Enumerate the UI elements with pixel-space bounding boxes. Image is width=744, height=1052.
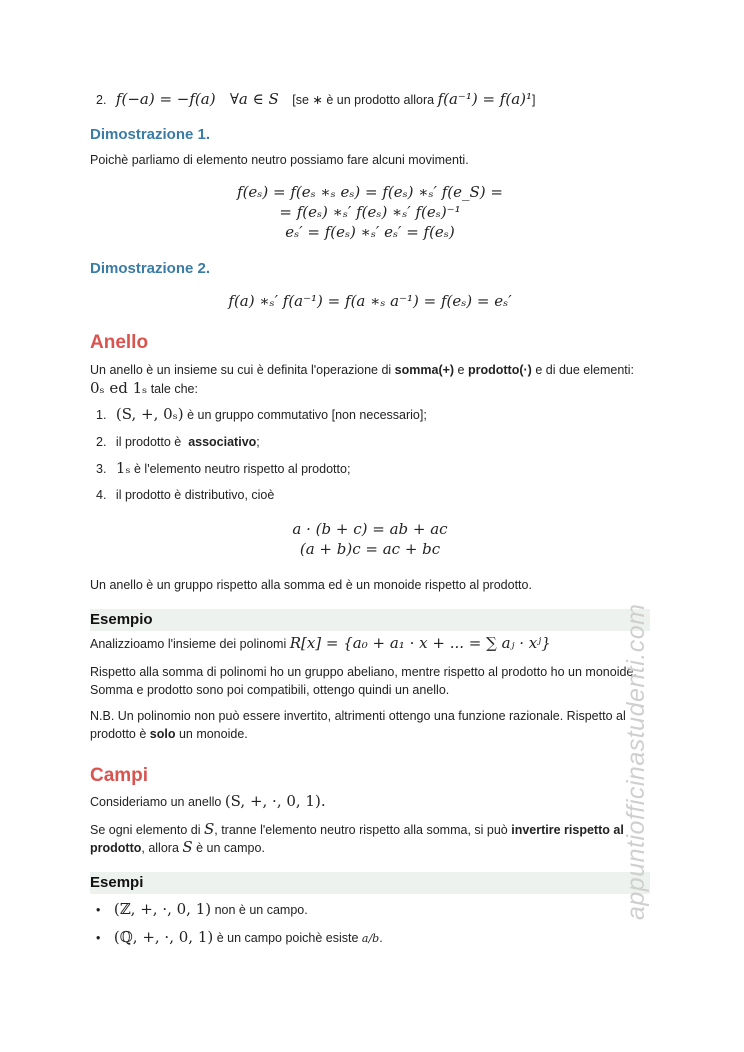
item-math: (ℤ, +, ·, 0, 1)	[113, 900, 212, 918]
ring-math: (S, +, ·, 0, 1).	[224, 792, 326, 810]
dim2-eq: f(a) ∗ₛ′ f(a⁻¹) = f(a ∗ₛ a⁻¹) = f(eₛ) = eₛ′	[228, 292, 512, 310]
campi-p1	[90, 792, 326, 812]
somma-bold: somma(+)	[394, 363, 455, 377]
item-math: (ℚ, +, ·, 0, 1)	[113, 928, 214, 946]
note-math: f(a⁻¹) = f(a)¹	[437, 90, 533, 108]
intro-text: Un anello è un insieme su cui è definita l'operazione di	[90, 363, 395, 377]
dim1-eq-2: = f(eₛ) ∗ₛ′ f(eₛ) ∗ₛ′ f(eₛ)⁻¹	[279, 203, 461, 221]
intro-text-3: tale che:	[147, 382, 198, 396]
dim2-title: Dimostrazione 2.	[90, 260, 211, 277]
item-text: il prodotto è distributivo, cioè	[115, 488, 275, 502]
campi-p2	[90, 820, 650, 840]
bullet: •	[96, 903, 101, 917]
note-pre: [se ∗ è un prodotto allora	[292, 93, 438, 107]
section-title-anello: Anello	[90, 332, 149, 353]
text: , allora	[141, 841, 183, 855]
item-number: 4.	[96, 488, 107, 502]
watermark: appuntiofficinastudenti.com	[622, 603, 650, 920]
fraction-math: a/b	[361, 932, 380, 945]
anello-intro-2	[90, 379, 198, 399]
item-number: 1.	[96, 408, 107, 422]
anello-item-4	[96, 486, 274, 505]
campi-p2b	[90, 838, 265, 858]
text: è un campo.	[192, 841, 265, 855]
esempi-item-1	[96, 900, 308, 920]
text: Se ogni elemento di	[90, 823, 204, 837]
esempio-heading	[90, 609, 650, 631]
item-bold: associativo	[188, 435, 257, 449]
dim1-eq-1: f(eₛ) = f(eₛ ∗ₛ eₛ) = f(eₛ) ∗ₛ′ f(e_S) =	[237, 183, 503, 201]
esempio-p2: Rispetto alla somma di polinomi ho un gruppo abeliano, mentre rispetto al prodotto ho un monoide.	[90, 665, 637, 679]
section-title-campi: Campi	[90, 765, 149, 786]
dim1-text: Poichè parliamo di elemento neutro possiamo fare alcuni movimenti.	[90, 153, 469, 167]
esempio-p2b: Somma e prodotto sono poi compatibili, ottengo quindi un anello.	[90, 683, 450, 697]
invert-bold: invertire rispetto al	[511, 823, 624, 837]
item-text: è un campo poichè esiste	[213, 931, 362, 945]
esempio-p3: N.B. Un polinomio non può essere invertito, altrimenti ottengo una funzione razionale. Rispetto al	[90, 709, 626, 723]
item-math: (S, +, 0ₛ)	[115, 405, 184, 423]
dim1-eq-3: eₛ′ = f(eₛ) ∗ₛ′ eₛ′ = f(eₛ)	[285, 223, 455, 241]
esempio-p3b	[90, 725, 248, 744]
esempio-title: Esempio	[90, 611, 153, 628]
anello-item-1	[96, 405, 427, 425]
anello-eq-1: a · (b + c) = ab + ac	[292, 520, 448, 538]
esempi-title: Esempi	[90, 874, 144, 891]
intro-and: e	[454, 363, 468, 377]
prodotto-bold: prodotto	[90, 841, 142, 855]
item-text: è l'elemento neutro rispetto al prodotto;	[130, 462, 351, 476]
set-math: S	[182, 838, 193, 856]
elements-math: 0ₛ ed 1ₛ	[90, 379, 148, 397]
anello-eq-2: (a + b)c = ac + bc	[299, 540, 441, 558]
item-text: non è un campo.	[211, 903, 308, 917]
item-text: è un gruppo commutativo [non necessario];	[183, 408, 427, 422]
bullet: •	[96, 931, 101, 945]
item-number: 2.	[96, 435, 107, 449]
text: Consideriamo un anello	[90, 795, 225, 809]
esempio-text: Analizzioamo l'insieme dei polinomi	[90, 637, 290, 651]
item-number: 3.	[96, 462, 107, 476]
item-math: 1ₛ	[115, 459, 131, 477]
polynomial-math: R[x] = {a₀ + a₁ · x + ... = ∑ aⱼ · xʲ}	[289, 634, 551, 652]
anello-item-2	[96, 433, 260, 452]
solo-bold: solo	[149, 727, 176, 741]
note-post: ]	[532, 93, 536, 107]
text: , tranne l'elemento neutro rispetto alla somma, si può	[214, 823, 512, 837]
prodotto-bold: prodotto(·)	[467, 363, 532, 377]
esempio-line-1	[90, 634, 551, 654]
anello-summary: Un anello è un gruppo rispetto alla somma ed è un monoide rispetto al prodotto.	[90, 578, 532, 592]
set-math: S	[203, 820, 215, 838]
anello-intro	[90, 361, 650, 380]
text: un monoide.	[175, 727, 248, 741]
item-number: 2.	[96, 93, 107, 107]
text: prodotto è	[90, 727, 150, 741]
intro-text-2: e di due elementi:	[531, 363, 634, 377]
esempi-item-2	[96, 928, 383, 948]
list-item-2	[96, 90, 536, 110]
item-post: .	[379, 931, 383, 945]
dim1-title: Dimostrazione 1.	[90, 126, 211, 143]
item-post: ;	[256, 435, 260, 449]
item-text: il prodotto è	[115, 435, 189, 449]
esempi-heading	[90, 872, 650, 894]
formula: f(−a) = −f(a) ∀a ∈ S	[115, 90, 279, 108]
anello-item-3	[96, 459, 350, 479]
